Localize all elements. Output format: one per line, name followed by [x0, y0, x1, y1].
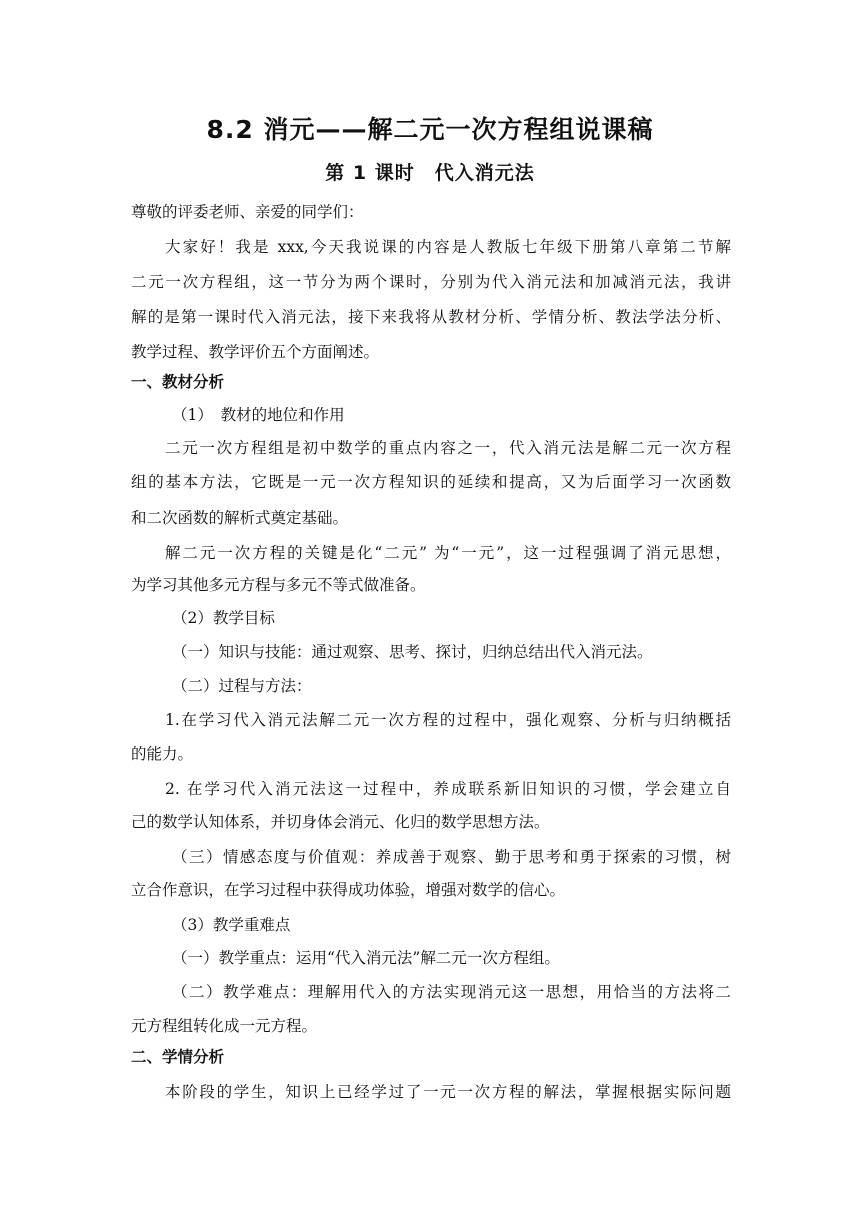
paragraph-line: 本阶段的学生，知识上已经学过了一元一次方程的解法，掌握根据实际问题	[165, 1083, 731, 1101]
paragraph-line: 教学过程、教学评价五个方面阐述。	[131, 343, 380, 361]
paragraph-line: （二）过程与方法：	[172, 677, 312, 695]
paragraph-line: （三）情感态度与价值观：养成善于观察、勤于思考和勇于探索的习惯，树	[172, 848, 731, 866]
paragraph-line: （一）知识与技能：通过观察、思考、探讨，归纳总结出代入消元法。	[172, 643, 653, 661]
paragraph-line: 二元一次方程组是初中数学的重点内容之一，代入消元法是解二元一次方程	[165, 439, 731, 457]
paragraph-line: （一）教学重点：运用“代入消元法”解二元一次方程组。	[172, 949, 560, 967]
greeting-line: 尊敬的评委老师、亲爱的同学们：	[131, 203, 364, 221]
paragraph-line: 大家好！我是 xxx,今天我说课的内容是人教版七年级下册第八章第二节解	[165, 238, 731, 256]
paragraph-line: 己的数学认知体系，并切身体会消元、化归的数学思想方法。	[131, 813, 550, 831]
subsection-heading: （3）教学重难点	[172, 916, 291, 934]
paragraph-line: （二）教学难点：理解用代入的方法实现消元这一思想，用恰当的方法将二	[172, 983, 731, 1001]
paragraph-line: 二元一次方程组，这一节分为两个课时，分别为代入消元法和加减消元法，我讲	[131, 273, 731, 291]
paragraph-line: 元方程组转化成一元方程。	[131, 1017, 318, 1035]
document-subtitle: 第 1 课时 代入消元法	[325, 162, 535, 184]
paragraph-line: 立合作意识，在学习过程中获得成功体验，增强对数学的信心。	[131, 881, 566, 899]
paragraph-line: 的能力。	[131, 745, 194, 763]
paragraph-line: 2. 在学习代入消元法这一过程中，养成联系新旧知识的习惯，学会建立自	[165, 780, 731, 798]
paragraph-line: 和二次函数的解析式奠定基础。	[131, 509, 349, 527]
paragraph-line: 1.在学习代入消元法解二元一次方程的过程中，强化观察、分析与归纳概括	[165, 711, 731, 729]
paragraph-line: 为学习其他多元方程与多元不等式做准备。	[131, 576, 426, 594]
section-heading: 二、学情分析	[131, 1048, 225, 1066]
subsection-heading: （1） 教材的地位和作用	[172, 406, 345, 424]
paragraph-line: 组的基本方法，它既是一元一次方程知识的延续和提高，又为后面学习一次函数	[131, 473, 731, 491]
paragraph-line: 解二元一次方程的关键是化“二元” 为“一元”，这一过程强调了消元思想，	[165, 544, 731, 562]
paragraph-line: 解的是第一课时代入消元法，接下来我将从教材分析、学情分析、教法学法分析、	[131, 308, 731, 326]
document-title: 8.2 消元——解二元一次方程组说课稿	[206, 115, 654, 144]
section-heading: 一、教材分析	[131, 373, 225, 391]
subsection-heading: （2）教学目标	[172, 609, 275, 627]
